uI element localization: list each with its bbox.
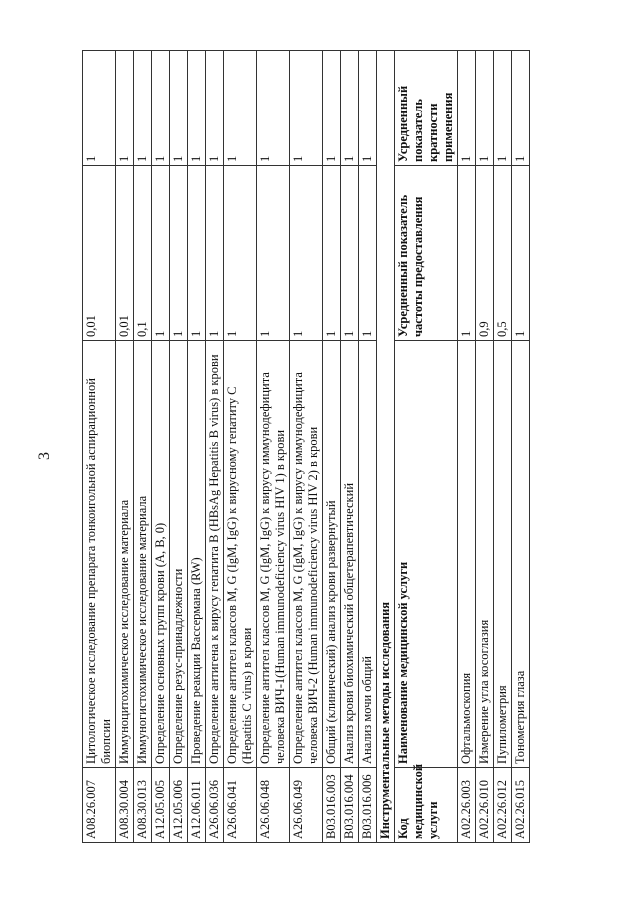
service-name: Проведение реакции Вассермана (RW): [188, 341, 206, 768]
table-row: [290, 51, 323, 843]
service-name: Определение антигена к вирусу гепатита B (HBsAg Hepatitis B virus) в крови: [206, 341, 224, 768]
service-code: B03.016.003: [323, 768, 341, 843]
service-name: Пупилометрия: [494, 341, 512, 768]
service-code: A26.06.036: [206, 768, 224, 843]
service-name: Анализ мочи общий: [359, 341, 377, 768]
service-name: Определение антител классов M, G (IgM, IgG) к вирусу иммунодефицита человека ВИЧ-2 (Human immunodeficiency virus HIV 2) в крови: [290, 341, 323, 768]
multiplicity-value: 1: [170, 51, 188, 166]
multiplicity-value: 1: [323, 51, 341, 166]
service-code: A26.06.049: [290, 768, 323, 843]
table-row: [134, 51, 152, 843]
table-row: [206, 51, 224, 843]
multiplicity-value: 1: [188, 51, 206, 166]
multiplicity-value: 1: [476, 51, 494, 166]
table-row: [152, 51, 170, 843]
frequency-value: 0,1: [134, 166, 152, 341]
table-row: [458, 51, 476, 843]
frequency-value: 0,9: [476, 166, 494, 341]
table-row: [188, 51, 206, 843]
service-code: A26.06.041: [224, 768, 257, 843]
frequency-value: 0,01: [83, 166, 116, 341]
service-code: A12.05.005: [152, 768, 170, 843]
service-name: Определение антител классов M, G (IgM, IgG) к вирусному гепатиту C (Hepatitis C virus) в крови: [224, 341, 257, 768]
service-name: Общий (клинический) анализ крови развернутый: [323, 341, 341, 768]
table-row: [512, 51, 530, 843]
header-row: [395, 51, 458, 843]
table-row: [116, 51, 134, 843]
service-code: A02.26.003: [458, 768, 476, 843]
service-name: Цитологическое исследование препарата тонкоигольной аспирационной биопсии: [83, 341, 116, 768]
service-code: A08.30.004: [116, 768, 134, 843]
header-code: Код медицинской услуги: [395, 768, 458, 843]
multiplicity-value: 1: [134, 51, 152, 166]
service-code: A26.06.048: [257, 768, 290, 843]
frequency-value: 1: [224, 166, 257, 341]
section-title: Инструментальные методы исследования: [377, 51, 395, 843]
table-row: [494, 51, 512, 843]
frequency-value: 0,01: [116, 166, 134, 341]
table-row: [224, 51, 257, 843]
frequency-value: 1: [290, 166, 323, 341]
services-table: [82, 50, 530, 843]
service-name: Определение резус-принадлежности: [170, 341, 188, 768]
frequency-value: 1: [170, 166, 188, 341]
table-row: [341, 51, 359, 843]
multiplicity-value: 1: [494, 51, 512, 166]
multiplicity-value: 1: [152, 51, 170, 166]
service-name: Иммуноцитохимическое исследование материала: [116, 341, 134, 768]
multiplicity-value: 1: [458, 51, 476, 166]
frequency-value: 1: [341, 166, 359, 341]
header-frequency: Усредненный показатель частоты предоставления: [395, 166, 458, 341]
service-name: Измерение угла косоглазия: [476, 341, 494, 768]
service-code: A08.30.013: [134, 768, 152, 843]
service-name: Иммуногистохимическое исследование материала: [134, 341, 152, 768]
service-name: Определение антител классов M, G (IgM, IgG) к вирусу иммунодефицита человека ВИЧ-1(Human immunodeficiency virus HIV 1) в крови: [257, 341, 290, 768]
multiplicity-value: 1: [257, 51, 290, 166]
multiplicity-value: 1: [290, 51, 323, 166]
service-code: A02.26.010: [476, 768, 494, 843]
header-name: Наименование медицинской услуги: [395, 341, 458, 768]
table-row: [170, 51, 188, 843]
service-code: A02.26.015: [512, 768, 530, 843]
table-row: [83, 51, 116, 843]
service-code: A08.26.007: [83, 768, 116, 843]
service-name: Офтальмоскопия: [458, 341, 476, 768]
service-name: Определение основных групп крови (A, B, 0): [152, 341, 170, 768]
multiplicity-value: 1: [83, 51, 116, 166]
multiplicity-value: 1: [359, 51, 377, 166]
service-name: Тонометрия глаза: [512, 341, 530, 768]
service-code: A12.05.006: [170, 768, 188, 843]
frequency-value: 1: [512, 166, 530, 341]
header-multiplicity: Усредненный показатель кратности применения: [395, 51, 458, 166]
table-row: [476, 51, 494, 843]
multiplicity-value: 1: [512, 51, 530, 166]
table-row: [257, 51, 290, 843]
frequency-value: 0,5: [494, 166, 512, 341]
service-code: A02.26.012: [494, 768, 512, 843]
table-row: [359, 51, 377, 843]
service-code: B03.016.006: [359, 768, 377, 843]
multiplicity-value: 1: [116, 51, 134, 166]
multiplicity-value: 1: [206, 51, 224, 166]
page-number: 3: [36, 452, 53, 460]
section-row: [377, 51, 395, 843]
frequency-value: 1: [257, 166, 290, 341]
frequency-value: 1: [323, 166, 341, 341]
multiplicity-value: 1: [224, 51, 257, 166]
frequency-value: 1: [359, 166, 377, 341]
table-row: [323, 51, 341, 843]
service-code: B03.016.004: [341, 768, 359, 843]
multiplicity-value: 1: [341, 51, 359, 166]
frequency-value: 1: [206, 166, 224, 341]
frequency-value: 1: [152, 166, 170, 341]
frequency-value: 1: [458, 166, 476, 341]
service-name: Анализ крови биохимический общетерапевтический: [341, 341, 359, 768]
service-code: A12.06.011: [188, 768, 206, 843]
frequency-value: 1: [188, 166, 206, 341]
